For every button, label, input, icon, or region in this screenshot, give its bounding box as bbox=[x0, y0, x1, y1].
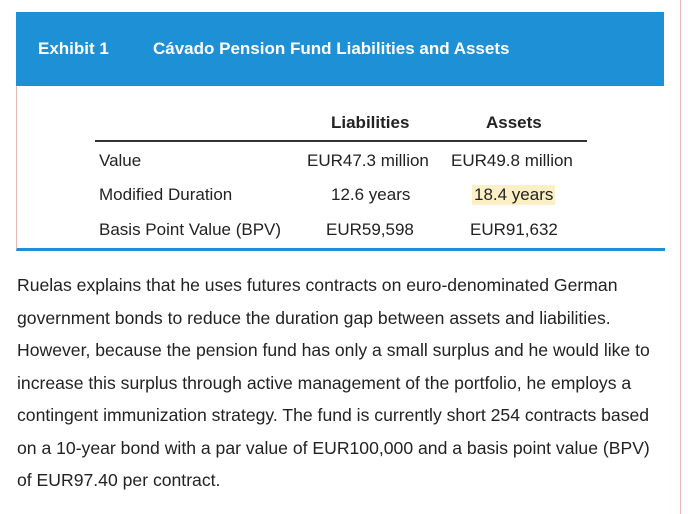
exhibit-header bbox=[16, 12, 664, 86]
cell-value-liabilities: EUR47.3 million bbox=[307, 151, 429, 170]
exhibit-title: Cávado Pension Fund Liabilities and Assets bbox=[153, 39, 510, 58]
cell-bpv-liabilities: EUR59,598 bbox=[326, 220, 414, 239]
row-label-modified-duration: Modified Duration bbox=[99, 185, 233, 204]
column-header-assets: Assets bbox=[486, 113, 542, 132]
exhibit-label: Exhibit 1 bbox=[38, 39, 109, 58]
row-label-value: Value bbox=[99, 151, 142, 170]
cell-duration-liabilities: 12.6 years bbox=[331, 185, 411, 204]
body-paragraph: Ruelas explains that he uses futures contracts on euro-denominated German government bonds to reduce the duration gap between assets and liabilities. However, because the pension fund has only a small surplus and he would like to increase this surplus through active management of the portfolio, he employs a contingent immunization strategy. The fund is currently short 254 contracts based on a 10-year bond with a par value of EUR100,000 and a basis point value (BPV) of EUR97.40 per contract. bbox=[17, 275, 650, 490]
row-label-bpv: Basis Point Value (BPV) bbox=[99, 220, 282, 239]
exhibit-table bbox=[16, 86, 665, 251]
header-rule bbox=[95, 140, 587, 142]
cell-value-assets: EUR49.8 million bbox=[451, 151, 573, 170]
cell-bpv-assets: EUR91,632 bbox=[470, 220, 558, 239]
cell-duration-assets: 18.4 years bbox=[474, 185, 554, 204]
column-header-liabilities: Liabilities bbox=[331, 113, 410, 132]
